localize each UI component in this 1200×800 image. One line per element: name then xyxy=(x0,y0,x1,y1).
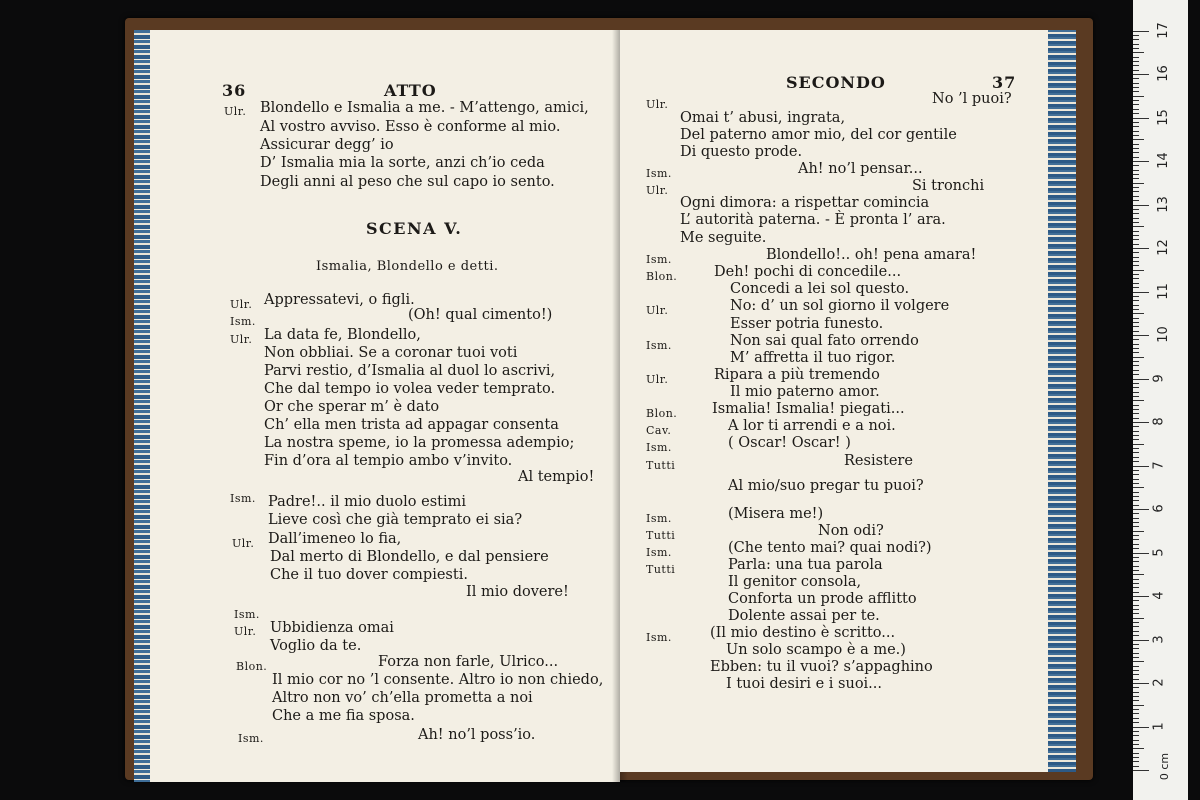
ruler-tick xyxy=(1133,370,1139,371)
ruler-tick xyxy=(1133,470,1139,471)
ruler-tick xyxy=(1133,292,1149,293)
right-page xyxy=(620,30,1060,772)
ruler-tick xyxy=(1133,400,1144,401)
speaker: Ulr. xyxy=(646,304,669,317)
text-line: Ripara a più tremendo xyxy=(714,367,880,383)
text-line: Che a me fia sposa. xyxy=(272,708,415,724)
speaker: Ism. xyxy=(238,732,264,745)
text-line: Appressatevi, o figli. xyxy=(264,292,415,308)
ruler-tick xyxy=(1133,392,1139,393)
ruler-tick xyxy=(1133,209,1139,210)
ruler-tick xyxy=(1133,731,1139,732)
speaker: Tutti xyxy=(646,529,676,542)
ruler-tick xyxy=(1133,587,1139,588)
ruler-tick xyxy=(1133,104,1139,105)
ruler-tick xyxy=(1133,61,1139,62)
ruler-tick xyxy=(1133,531,1144,532)
text-line: Or che sperar m’ è dato xyxy=(264,399,440,415)
text-line: Fin d’ora al tempio ambo v’invito. xyxy=(264,453,513,469)
text-line: Parvi restio, d’Ismalia al duol lo ascrivi, xyxy=(264,363,556,379)
ruler-tick xyxy=(1133,557,1139,558)
speaker: Ism. xyxy=(646,253,672,266)
ruler-tick xyxy=(1133,244,1139,245)
ruler-tick xyxy=(1133,687,1139,688)
text-line: Degli anni al peso che sul capo io sento. xyxy=(260,174,555,190)
text-line: Ch’ ella men trista ad appagar consenta xyxy=(264,417,559,433)
ruler-number: 12 xyxy=(1155,239,1171,256)
ruler-tick xyxy=(1133,83,1139,84)
ruler-tick xyxy=(1133,431,1139,432)
ruler-tick xyxy=(1133,648,1139,649)
ruler-tick xyxy=(1133,653,1139,654)
ruler-tick xyxy=(1133,135,1139,136)
ruler-tick xyxy=(1133,152,1139,153)
text-line: Non sai qual fato orrendo xyxy=(730,333,919,349)
text-line: La nostra speme, io la promessa adempio; xyxy=(264,435,575,451)
ruler-tick xyxy=(1133,326,1139,327)
ruler-number: 14 xyxy=(1155,152,1171,169)
ruler-tick xyxy=(1133,713,1139,714)
speaker: Blon. xyxy=(646,407,678,420)
ruler-tick xyxy=(1133,539,1139,540)
ruler-tick xyxy=(1133,313,1144,314)
text-line: Deh! pochi di concedile... xyxy=(714,264,902,280)
text-line: Non odi? xyxy=(818,523,884,539)
left-page xyxy=(150,30,620,782)
ruler-tick xyxy=(1133,622,1139,623)
text-line: Non obbliai. Se a coronar tuoi voti xyxy=(264,345,518,361)
scene-heading: SCENA V. xyxy=(366,219,463,238)
speaker: Ism. xyxy=(646,512,672,525)
ruler-tick xyxy=(1133,87,1139,88)
text-line: M’ affretta il tuo rigor. xyxy=(730,350,896,366)
ruler-tick xyxy=(1133,409,1139,410)
ruler-tick xyxy=(1133,422,1149,423)
text-line: Il mio cor no ’l consente. Altro io non chiedo, xyxy=(272,672,604,688)
ruler-tick xyxy=(1133,144,1139,145)
text-line: I tuoi desiri e i suoi... xyxy=(726,676,883,692)
ruler-tick xyxy=(1133,383,1139,384)
page-number: 36 xyxy=(222,81,247,100)
ruler-tick xyxy=(1133,435,1139,436)
text-line: (Che tento mai? quai nodi?) xyxy=(728,540,932,556)
ruler-tick xyxy=(1133,57,1139,58)
text-line: Dal merto di Blondello, e dal pensiere xyxy=(270,549,549,565)
ruler-tick xyxy=(1133,252,1139,253)
ruler-tick xyxy=(1133,748,1144,749)
text-line: Il mio paterno amor. xyxy=(730,384,880,400)
ruler-tick xyxy=(1133,78,1139,79)
ruler-tick xyxy=(1133,187,1139,188)
ruler-tick xyxy=(1133,561,1139,562)
text-line: Assicurar degg’ io xyxy=(260,137,394,153)
ruler-tick xyxy=(1133,635,1139,636)
ruler-tick xyxy=(1133,48,1139,49)
speaker: Ulr. xyxy=(646,373,669,386)
speaker: Ism. xyxy=(646,441,672,454)
ruler-tick xyxy=(1133,379,1149,380)
ruler-number: 9 xyxy=(1151,373,1167,383)
text-line: Dall’imeneo lo fia, xyxy=(268,531,402,547)
text-line: Di questo prode. xyxy=(680,144,803,160)
ruler-tick xyxy=(1133,161,1149,162)
ruler-tick xyxy=(1133,457,1139,458)
speaker: Ism. xyxy=(230,492,256,505)
ruler-tick xyxy=(1133,452,1139,453)
text-line: A lor ti arrendi e a noi. xyxy=(728,418,896,434)
text-line: Resistere xyxy=(844,453,913,469)
ruler-tick xyxy=(1133,761,1139,762)
ruler-tick xyxy=(1133,474,1139,475)
ruler-tick xyxy=(1133,196,1139,197)
ruler-tick xyxy=(1133,170,1139,171)
text-line: Il genitor consola, xyxy=(728,574,862,590)
ruler-number: 16 xyxy=(1155,65,1171,82)
ruler-tick xyxy=(1133,566,1139,567)
ruler-tick xyxy=(1133,122,1139,123)
text-line: Padre!.. il mio duolo estimi xyxy=(268,494,467,510)
ruler-tick xyxy=(1133,331,1139,332)
ruler-tick xyxy=(1133,692,1139,693)
text-line: Che dal tempo io volea veder temprato. xyxy=(264,381,556,397)
ruler-tick xyxy=(1133,735,1139,736)
ruler-tick xyxy=(1133,644,1139,645)
ruler-tick xyxy=(1133,139,1144,140)
ruler-tick xyxy=(1133,222,1139,223)
ruler-tick xyxy=(1133,96,1144,97)
text-line: Omai t’ abusi, ingrata, xyxy=(680,110,846,126)
speaker: Blon. xyxy=(646,270,678,283)
ruler-tick xyxy=(1133,413,1139,414)
ruler-tick xyxy=(1133,661,1144,662)
text-line: Altro non vo’ ch’ella prometta a noi xyxy=(272,690,533,706)
ruler-tick xyxy=(1133,679,1139,680)
speaker: Ism. xyxy=(646,339,672,352)
ruler-tick xyxy=(1133,770,1149,771)
ruler-tick xyxy=(1133,505,1139,506)
ruler-number: 4 xyxy=(1151,591,1167,600)
ruler-tick xyxy=(1133,613,1139,614)
text-line: (Oh! qual cimento!) xyxy=(408,307,553,323)
text-line: Esser potria funesto. xyxy=(730,316,884,332)
speaker: Ulr. xyxy=(230,298,253,311)
ruler-tick xyxy=(1133,91,1139,92)
speaker: Tutti xyxy=(646,563,676,576)
ruler-tick xyxy=(1133,205,1149,206)
text-line: Ismalia! Ismalia! piegati... xyxy=(712,401,905,417)
text-line: Ah! no’l poss’io. xyxy=(418,727,536,743)
ruler-tick xyxy=(1133,535,1139,536)
ruler-tick xyxy=(1133,235,1139,236)
ruler-tick xyxy=(1133,640,1149,641)
ruler-tick xyxy=(1133,365,1139,366)
ruler-tick xyxy=(1133,487,1144,488)
ruler-tick xyxy=(1133,744,1139,745)
ruler-tick xyxy=(1133,118,1149,119)
ruler-tick xyxy=(1133,31,1149,32)
ruler-tick xyxy=(1133,753,1139,754)
ruler-tick xyxy=(1133,109,1139,110)
ruler-tick xyxy=(1133,287,1139,288)
ruler-number: 5 xyxy=(1151,547,1167,557)
text-line: Conforta un prode afflitto xyxy=(728,591,917,607)
ruler-tick xyxy=(1133,466,1149,467)
measuring-ruler xyxy=(1133,0,1188,800)
ruler-tick xyxy=(1133,526,1139,527)
text-line: No: d’ un sol giorno il volgere xyxy=(730,298,950,314)
ruler-tick xyxy=(1133,500,1139,501)
ruler-tick xyxy=(1133,39,1139,40)
ruler-number: 10 xyxy=(1155,326,1171,343)
text-line: Si tronchi xyxy=(912,178,985,194)
ruler-tick xyxy=(1133,361,1139,362)
ruler-tick xyxy=(1133,479,1139,480)
ruler-tick xyxy=(1133,396,1139,397)
ruler-number: 6 xyxy=(1151,504,1167,513)
ruler-tick xyxy=(1133,426,1139,427)
ruler-tick xyxy=(1133,318,1139,319)
ruler-tick xyxy=(1133,670,1139,671)
text-line: Al tempio! xyxy=(518,469,595,485)
ruler-tick xyxy=(1133,157,1139,158)
ruler-tick xyxy=(1133,374,1139,375)
ruler-tick xyxy=(1133,309,1139,310)
ruler-tick xyxy=(1133,522,1139,523)
ruler-tick xyxy=(1133,296,1139,297)
ruler-tick xyxy=(1133,700,1139,701)
ruler-tick xyxy=(1133,344,1139,345)
text-line: Del paterno amor mio, del cor gentile xyxy=(680,127,957,143)
ruler-tick xyxy=(1133,631,1139,632)
ruler-tick xyxy=(1133,183,1144,184)
text-line: Dolente assai per te. xyxy=(728,608,880,624)
ruler-tick xyxy=(1133,518,1139,519)
ruler-tick xyxy=(1133,709,1139,710)
page-number: 37 xyxy=(992,73,1017,92)
ruler-tick xyxy=(1133,191,1139,192)
ruler-number: 3 xyxy=(1151,634,1167,644)
speaker: Ism. xyxy=(230,315,256,328)
ruler-tick xyxy=(1133,300,1139,301)
text-line: Voglio da te. xyxy=(270,638,362,654)
speaker: Blon. xyxy=(236,660,268,673)
ruler-tick xyxy=(1133,218,1139,219)
speaker: Ism. xyxy=(646,631,672,644)
speaker: Ulr. xyxy=(646,184,669,197)
ruler-tick xyxy=(1133,727,1149,728)
text-line: La data fe, Blondello, xyxy=(264,327,421,343)
text-line: Al vostro avviso. Esso è conforme al mio. xyxy=(260,119,561,135)
speaker: Tutti xyxy=(646,459,676,472)
ruler-tick xyxy=(1133,405,1139,406)
text-line: Blondello e Ismalia a me. - M’attengo, amici, xyxy=(260,100,589,116)
ruler-tick xyxy=(1133,231,1139,232)
ruler-unit: 0 cm xyxy=(1158,752,1172,781)
ruler-tick xyxy=(1133,278,1139,279)
ruler-tick xyxy=(1133,100,1139,101)
ruler-tick xyxy=(1133,165,1139,166)
ruler-tick xyxy=(1133,113,1139,114)
ruler-tick xyxy=(1133,305,1139,306)
text-line: (Il mio destino è scritto... xyxy=(710,625,896,641)
ruler-tick xyxy=(1133,270,1144,271)
speaker: Ulr. xyxy=(646,98,669,111)
ruler-tick xyxy=(1133,131,1139,132)
text-line: Forza non farle, Ulrico... xyxy=(378,654,559,670)
ruler-tick xyxy=(1133,583,1139,584)
text-line: Ebben: tu il vuoi? s’appaghino xyxy=(710,659,933,675)
text-line: Un solo scampo è a me.) xyxy=(726,642,906,658)
ruler-tick xyxy=(1133,722,1139,723)
ruler-number: 7 xyxy=(1151,460,1167,470)
ruler-tick xyxy=(1133,492,1139,493)
ruler-tick xyxy=(1133,174,1139,175)
ruler-tick xyxy=(1133,322,1139,323)
ruler-tick xyxy=(1133,600,1139,601)
text-line: Che il tuo dover compiesti. xyxy=(270,567,468,583)
ruler-number: 13 xyxy=(1155,195,1171,213)
ruler-tick xyxy=(1133,265,1139,266)
text-line: Ogni dimora: a rispettar comincia xyxy=(680,195,930,211)
ruler-tick xyxy=(1133,35,1139,36)
ruler-tick xyxy=(1133,357,1144,358)
ruler-tick xyxy=(1133,553,1149,554)
ruler-tick xyxy=(1133,509,1149,510)
text-line: Al mio/suo pregar tu puoi? xyxy=(728,478,924,494)
ruler-tick xyxy=(1133,335,1149,336)
ruler-tick xyxy=(1133,626,1139,627)
ruler-number: 15 xyxy=(1155,108,1171,126)
ruler-tick xyxy=(1133,718,1139,719)
ruler-tick xyxy=(1133,683,1149,684)
ruler-tick xyxy=(1133,248,1149,249)
ruler-tick xyxy=(1133,483,1139,484)
ruler-tick xyxy=(1133,570,1139,571)
text-line: No ’l puoi? xyxy=(932,91,1012,107)
ruler-tick xyxy=(1133,605,1139,606)
running-head: SECONDO xyxy=(786,73,886,92)
ruler-number: 1 xyxy=(1151,721,1167,731)
ruler-tick xyxy=(1133,609,1139,610)
ruler-tick xyxy=(1133,696,1139,697)
ruler-tick xyxy=(1133,740,1139,741)
ruler-tick xyxy=(1133,439,1139,440)
ruler-tick xyxy=(1133,657,1139,658)
ruler-tick xyxy=(1133,283,1139,284)
ruler-tick xyxy=(1133,200,1139,201)
ruler-tick xyxy=(1133,387,1139,388)
ruler-tick xyxy=(1133,592,1139,593)
ruler-tick xyxy=(1133,418,1139,419)
ruler-tick xyxy=(1133,352,1139,353)
ruler-tick xyxy=(1133,544,1139,545)
ruler-tick xyxy=(1133,461,1139,462)
ruler-tick xyxy=(1133,274,1139,275)
speaker: Ulr. xyxy=(232,537,255,550)
speaker: Ulr. xyxy=(230,333,253,346)
speaker: Ism. xyxy=(234,608,260,621)
text-line: Ubbidienza omai xyxy=(270,620,394,636)
text-line: Concedi a lei sol questo. xyxy=(730,281,910,297)
text-line: (Misera me!) xyxy=(728,506,824,522)
stage-direction: Ismalia, Blondello e detti. xyxy=(316,259,499,274)
ruler-tick xyxy=(1133,74,1149,75)
ruler-tick xyxy=(1133,766,1139,767)
ruler-tick xyxy=(1133,348,1139,349)
ruler-tick xyxy=(1133,496,1139,497)
text-line: ( Oscar! Oscar! ) xyxy=(728,435,851,451)
marbled-page-edge-right xyxy=(1048,30,1076,772)
text-line: Ah! no’l pensar... xyxy=(798,161,923,177)
speaker: Ism. xyxy=(646,546,672,559)
ruler-tick xyxy=(1133,148,1139,149)
ruler-tick xyxy=(1133,226,1144,227)
ruler-tick xyxy=(1133,444,1144,445)
ruler-tick xyxy=(1133,257,1139,258)
ruler-tick xyxy=(1133,596,1149,597)
speaker: Ulr. xyxy=(224,105,247,118)
ruler-tick xyxy=(1133,213,1139,214)
ruler-tick xyxy=(1133,705,1144,706)
ruler-tick xyxy=(1133,178,1139,179)
running-head: ATTO xyxy=(384,81,437,100)
text-line: Blondello!.. oh! pena amara! xyxy=(766,247,977,263)
ruler-number: 17 xyxy=(1155,21,1171,39)
ruler-tick xyxy=(1133,52,1144,53)
ruler-number: 2 xyxy=(1151,678,1167,687)
ruler-tick xyxy=(1133,448,1139,449)
ruler-tick xyxy=(1133,618,1144,619)
ruler-tick xyxy=(1133,548,1139,549)
ruler-tick xyxy=(1133,261,1139,262)
ruler-tick xyxy=(1133,513,1139,514)
text-line: Parla: una tua parola xyxy=(728,557,883,573)
ruler-tick xyxy=(1133,65,1139,66)
text-line: D’ Ismalia mia la sorte, anzi ch’io ceda xyxy=(260,155,545,171)
ruler-tick xyxy=(1133,574,1144,575)
text-line: Lieve così che già temprato ei sia? xyxy=(268,512,523,528)
text-line: L’ autorità paterna. - È pronta l’ ara. xyxy=(680,212,946,228)
speaker: Ulr. xyxy=(234,625,257,638)
ruler-tick xyxy=(1133,339,1139,340)
ruler-tick xyxy=(1133,239,1139,240)
ruler-tick xyxy=(1133,126,1139,127)
ruler-tick xyxy=(1133,44,1139,45)
ruler-tick xyxy=(1133,70,1139,71)
ruler-tick xyxy=(1133,666,1139,667)
ruler-number: 8 xyxy=(1151,417,1167,426)
ruler-tick xyxy=(1133,674,1139,675)
text-line: Me seguite. xyxy=(680,230,767,246)
text-line: Il mio dovere! xyxy=(466,584,569,600)
ruler-tick xyxy=(1133,579,1139,580)
speaker: Ism. xyxy=(646,167,672,180)
ruler-number: 11 xyxy=(1155,282,1171,300)
ruler-tick xyxy=(1133,757,1139,758)
speaker: Cav. xyxy=(646,424,672,437)
